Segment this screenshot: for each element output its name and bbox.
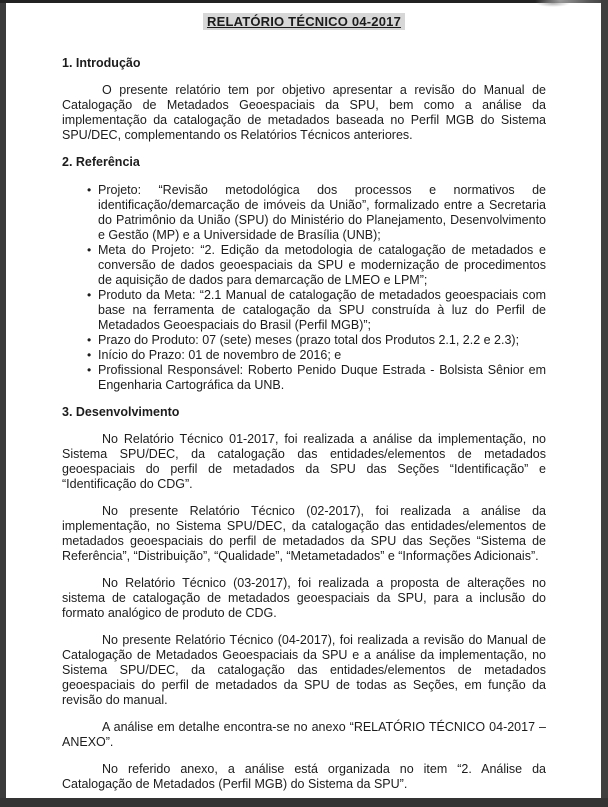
- list-item-meta-do-projeto: • Meta do Projeto: “2. Edição da metodologia de catalogação de metadados e conversão de dados geoespaciais da SPU e modernização de procedimentos de aquisição de dados para demarcação de LMEO e LPM”;: [98, 243, 546, 288]
- document-title: RELATÓRIO TÉCNICO 04-2017: [203, 13, 405, 30]
- scan-edge-bottom: [0, 798, 608, 807]
- desenvolvimento-paragraph-3: No Relatório Técnico (03-2017), foi realizada a proposta de alterações no sistema de catalogação de metadados geoespaciais da SPU, para a inclusão do formato analógico de produto de CDG.: [62, 576, 546, 620]
- section-heading-desenvolvimento: 3. Desenvolvimento: [62, 405, 180, 419]
- list-item-prazo-do-produto: • Prazo do Produto: 07 (sete) meses (prazo total dos Produtos 2.1, 2.2 e 2.3);: [98, 333, 546, 348]
- list-item-inicio-do-prazo: • Início do Prazo: 01 de novembro de 2016; e: [98, 348, 546, 363]
- list-item-projeto: • Projeto: “Revisão metodológica dos processos e normativos de identificação/demarcação de imóveis da União”, formalizado entre a Secretaria do Patrimônio da União (SPU) do Ministério do Planejamento, Desenvolvimento e Gestão (MP) e a Universidade de Brasília (UNB);: [98, 183, 546, 243]
- section-heading-introducao: 1. Introdução: [62, 56, 141, 70]
- intro-paragraph: O presente relatório tem por objetivo apresentar a revisão do Manual de Catalogação de Metadados Geoespaciais da SPU, bem como a análise da implementação da catalogação de metadados baseada no Perfil MGB do Sistema SPU/DEC, complementando os Relatórios Técnicos anteriores.: [62, 83, 546, 142]
- section-heading-referencia: 2. Referência: [62, 155, 140, 169]
- reference-list: [62, 183, 546, 393]
- desenvolvimento-paragraph-4: No presente Relatório Técnico (04-2017), foi realizada a revisão do Manual de Catalogação de Metadados Geoespaciais da SPU e a análise da implementação, no Sistema SPU/DEC, da catalogação das entidades/elementos de metadados geoespaciais do perfil de metadados da SPU de todas as Seções, em função da revisão do manual.: [62, 633, 546, 707]
- list-item-produto-da-meta: • Produto da Meta: “2.1 Manual de catalogação de metadados geoespaciais com base na ferramenta de catalogação da SPU construída à luz do Perfil de Metadados Geoespaciais do Brasil (Perfil MGB)”;: [98, 288, 546, 333]
- list-item-profissional-responsavel: • Profissional Responsável: Roberto Penido Duque Estrada - Bolsista Sênior em Engenharia Cartográfica da UNB.: [98, 363, 546, 393]
- document-content: [62, 0, 546, 792]
- desenvolvimento-paragraph-5: A análise em detalhe encontra-se no anexo “RELATÓRIO TÉCNICO 04-2017 – ANEXO”.: [62, 720, 546, 749]
- desenvolvimento-paragraph-1: No Relatório Técnico 01-2017, foi realizada a análise da implementação, no Sistema SPU/DEC, da catalogação das entidades/elementos de metadados geoespaciais do perfil de metadados da SPU das Seções “Identificação” e “Identificação do CDG”.: [62, 432, 546, 491]
- scan-edge-right: [601, 0, 608, 807]
- desenvolvimento-paragraph-6: No referido anexo, a análise está organizada no item “2. Análise da Catalogação de Metadados (Perfil MGB) do Sistema da SPU”.: [62, 762, 546, 791]
- desenvolvimento-paragraph-2: No presente Relatório Técnico (02-2017), foi realizada a análise da implementação, no Sistema SPU/DEC, da catalogação das entidades/elementos de metadados geoespaciais do perfil de metadados da SPU das Seções “Sistema de Referência”, “Distribuição”, “Qualidade”, “Metametadados” e “Informações Adicionais”.: [62, 504, 546, 563]
- scan-edge-left: [0, 3, 6, 807]
- title-row: [62, 14, 546, 30]
